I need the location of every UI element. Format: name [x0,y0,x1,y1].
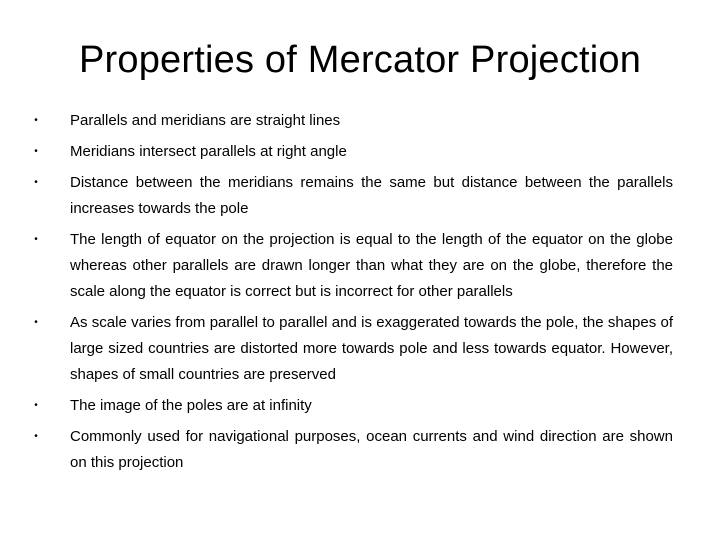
bullet-marker: • [34,431,38,442]
bullet-item [0,393,673,419]
bullet-list [0,108,720,481]
bullet-text: Commonly used for navigational purposes, ocean currents and wind direction are shown on this projection [70,428,673,471]
bullet-text: Parallels and meridians are straight lines [70,112,341,129]
bullet-marker: • [34,234,38,245]
bullet-text: Meridians intersect parallels at right angle [70,143,347,160]
bullet-marker: • [34,317,38,328]
bullet-text: Distance between the meridians remains the same but distance between the parallels increases towards the pole [70,174,673,217]
bullet-text: The length of equator on the projection is equal to the length of the equator on the globe whereas other parallels are drawn longer than what they are on the globe, therefore the scale along the equator is correct but is incorrect for other parallels [70,231,673,300]
bullet-item [0,310,673,388]
bullet-text: As scale varies from parallel to parallel and is exaggerated towards the pole, the shapes of large sized countries are distorted more towards pole and less towards equator. However, shapes of small countries are preserved [70,314,673,383]
bullet-item [0,139,673,165]
bullet-marker: • [34,115,38,126]
bullet-item [0,424,673,476]
bullet-marker: • [34,177,38,188]
bullet-marker: • [34,400,38,411]
bullet-item [0,108,673,134]
bullet-text: The image of the poles are at infinity [70,397,312,414]
slide-title: Properties of Mercator Projection [78,39,642,81]
bullet-item [0,170,673,222]
bullet-item [0,227,673,305]
bullet-marker: • [34,146,38,157]
